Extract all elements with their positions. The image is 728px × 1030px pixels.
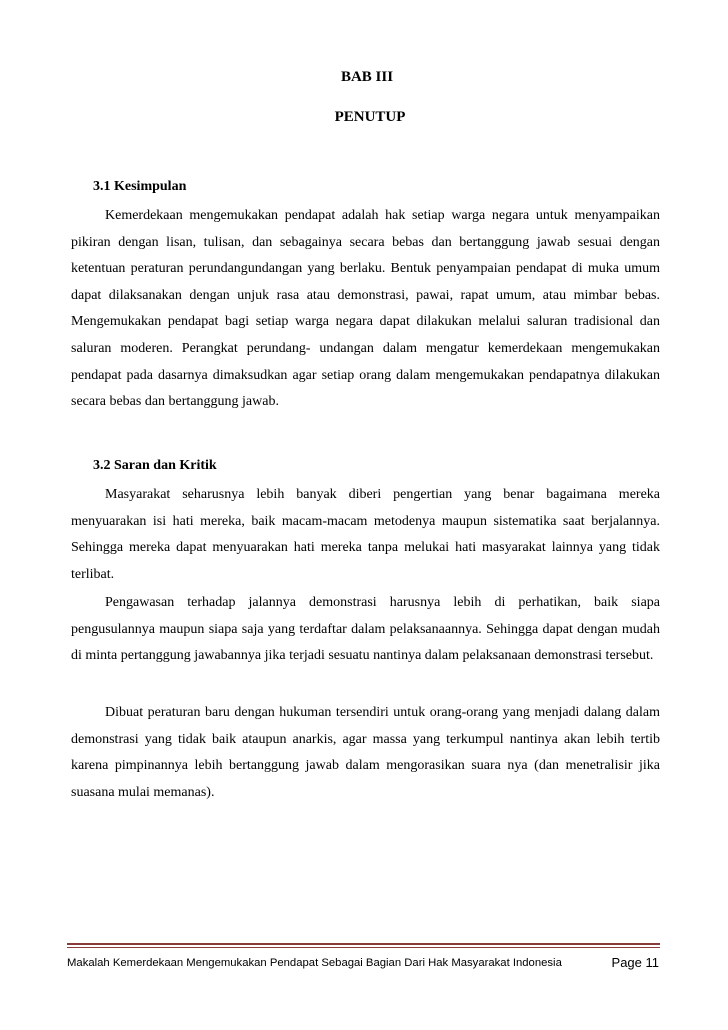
footer-rule <box>67 943 660 945</box>
footer-title: Makalah Kemerdekaan Mengemukakan Pendapat Sebagai Bagian Dari Hak Masyarakat Indonesia <box>67 957 562 969</box>
footer-rule-thin <box>67 947 660 948</box>
paragraph-saran-2: Pengawasan terhadap jalannya demonstrasi harusnya lebih di perhatikan, baik siapa pengusulannya maupun siapa saja yang terdaftar dalam pelaksanaannya. Sehingga dapat dengan mudah di minta pertanggung jawabannya jika terjadi sesuatu nantinya dalam pelaksanaan demonstrasi tersebut. <box>71 595 660 664</box>
page-number: Page 11 <box>611 955 659 970</box>
section-heading-saran-kritik: 3.2 Saran dan Kritik <box>93 458 217 473</box>
chapter-title: PENUTUP <box>334 109 406 125</box>
chapter-number: BAB III <box>340 69 394 85</box>
paragraph-saran-1: Masyarakat seharusnya lebih banyak diberi pengertian yang benar bagaimana mereka menyuarakan isi hati mereka, baik macam-macam metodenya maupun sistematika saat berjalannya. Sehingga mereka dapat menyuarakan hati mereka tanpa melukai hati masyarakat lainnya yang tidak terlibat. <box>71 487 660 582</box>
paragraph-kesimpulan: Kemerdekaan mengemukakan pendapat adalah hak setiap warga negara untuk menyampaikan pikiran dengan lisan, tulisan, dan sebagainya secara bebas dan bertanggung jawab sesuai dengan ketentuan peraturan perundangundangan yang berlaku. Bentuk penyampaian pendapat di muka umum dapat dilaksanakan dengan unjuk rasa atau demonstrasi, pawai, rapat umum, atau mimbar bebas. Mengemukakan pendapat bagi setiap warga negara dapat dilakukan melalui saluran tradisional dan saluran moderen. Perangkat perundang- undangan dalam mengatur kemerdekaan mengemukakan pendapat pada dasarnya dimaksudkan agar setiap orang dalam mengemukakan pendapatnya dilakukan secara bebas dan bertanggung jawab. <box>71 208 660 410</box>
section-heading-kesimpulan: 3.1 Kesimpulan <box>93 179 187 194</box>
paragraph-saran-3: Dibuat peraturan baru dengan hukuman tersendiri untuk orang-orang yang menjadi dalang dalam demonstrasi yang tidak baik ataupun anarkis, agar massa yang terkumpul nantinya akan lebih tertib karena pimpinannya lebih bertanggung jawab dalam mengorasikan suara nya (dan menetralisir jika suasana mulai memanas). <box>71 705 660 800</box>
